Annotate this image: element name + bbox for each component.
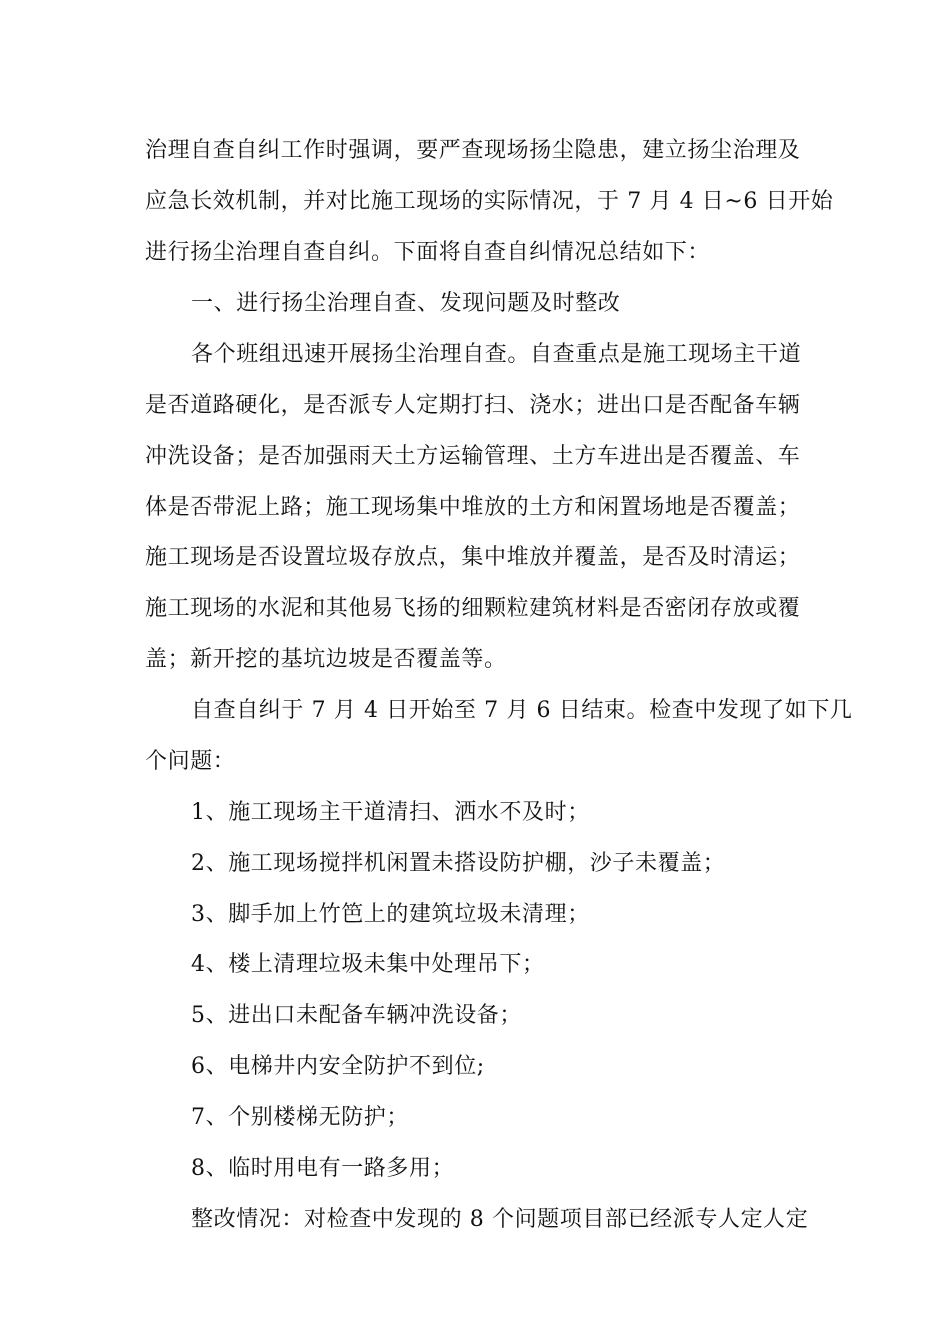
paragraph-line: 冲洗设备；是否加强雨天土方运输管理、土方车进出是否覆盖、车: [145, 444, 801, 469]
paragraph-line: 施工现场的水泥和其他易飞扬的细颗粒建筑材料是否密闭存放或覆: [145, 596, 801, 621]
paragraph-line: 盖；新开挖的基坑边坡是否覆盖等。: [145, 647, 507, 672]
paragraph-line: 个问题：: [145, 749, 236, 774]
list-item: 6、电梯井内安全防护不到位;: [191, 1054, 485, 1079]
paragraph-line: 体是否带泥上路；施工现场集中堆放的土方和闲置场地是否覆盖；: [145, 495, 801, 520]
list-item: 8、临时用电有一路多用；: [191, 1156, 455, 1181]
list-item: 3、脚手加上竹笆上的建筑垃圾未清理；: [191, 902, 590, 927]
paragraph-line: 施工现场是否设置垃圾存放点，集中堆放并覆盖，是否及时清运；: [145, 545, 801, 570]
paragraph-line: 整改情况：对检查中发现的 8 个问题项目部已经派专人定人定: [191, 1207, 809, 1232]
paragraph-line: 进行扬尘治理自查自纠。下面将自查自纠情况总结如下：: [145, 240, 711, 265]
paragraph-line: 应急长效机制，并对比施工现场的实际情况，于 7 月 4 日~6 日开始: [145, 189, 834, 214]
paragraph-line: 治理自查自纠工作时强调，要严查现场扬尘隐患，建立扬尘治理及: [145, 138, 801, 163]
list-item: 1、施工现场主干道清扫、洒水不及时；: [191, 800, 590, 825]
section-heading: 一、进行扬尘治理自查、发现问题及时整改: [191, 291, 621, 316]
list-item: 7、个别楼梯无防护；: [191, 1105, 409, 1130]
paragraph-line: 自查自纠于 7 月 4 日开始至 7 月 6 日结束。检查中发现了如下几: [191, 698, 853, 723]
paragraph-line: 各个班组迅速开展扬尘治理自查。自查重点是施工现场主干道: [191, 342, 802, 367]
list-item: 2、施工现场搅拌机闲置未搭设防护棚，沙子未覆盖；: [191, 851, 726, 876]
list-item: 5、进出口未配备车辆冲洗设备；: [191, 1003, 522, 1028]
list-item: 4、楼上清理垃圾未集中处理吊下；: [191, 952, 545, 977]
paragraph-line: 是否道路硬化，是否派专人定期打扫、浇水；进出口是否配备车辆: [145, 393, 801, 418]
